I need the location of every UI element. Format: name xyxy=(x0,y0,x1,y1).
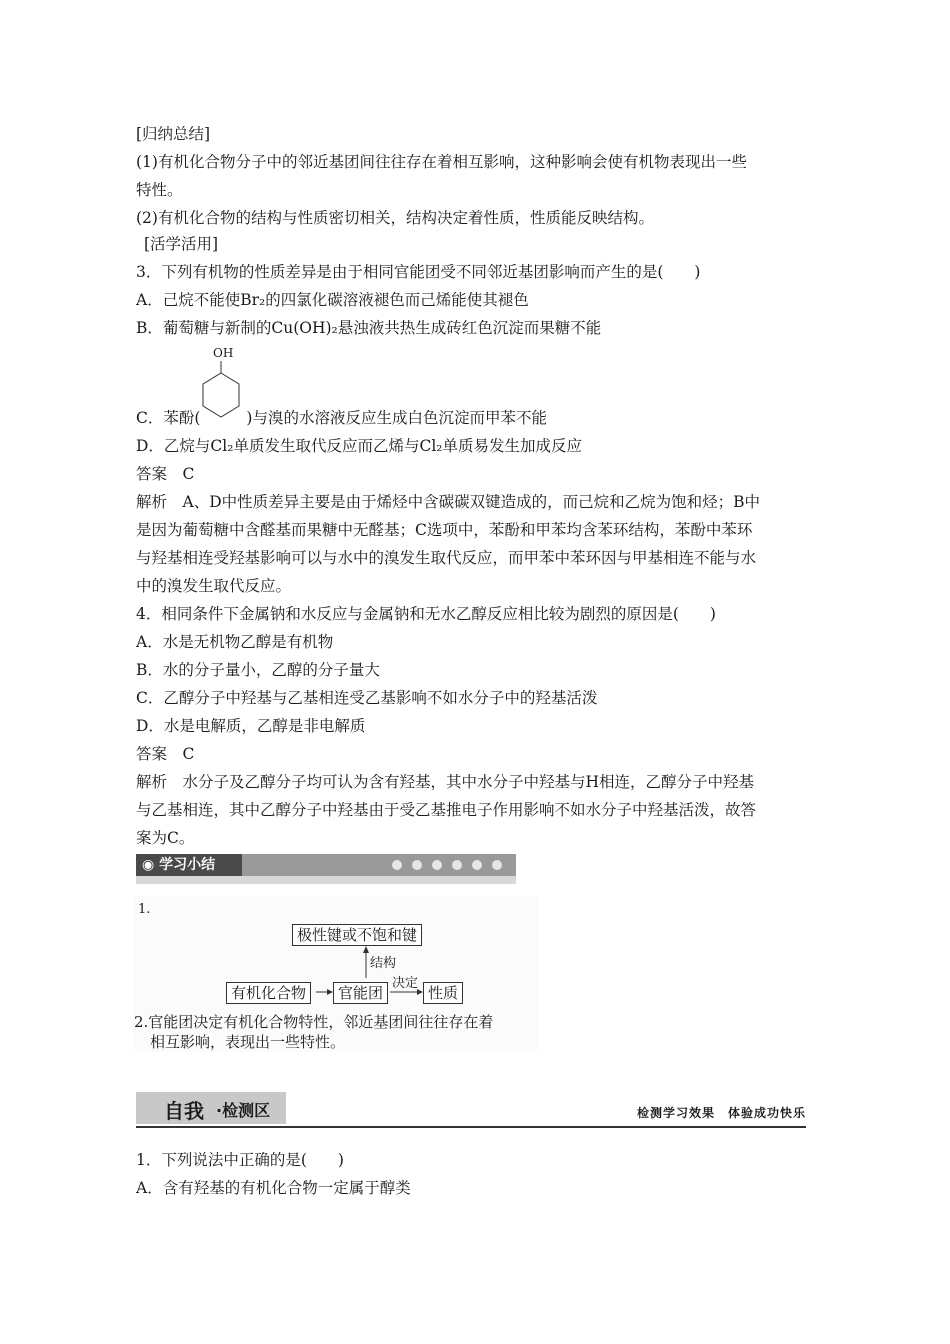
apply-heading: [活学活用] xyxy=(144,235,219,253)
self-check-tagline: 检测学习效果 体验成功快乐 xyxy=(636,1106,806,1120)
q4-answer: 答案 C xyxy=(136,745,195,763)
q3-stem: 3．下列有机物的性质差异是由于相同官能团受不同邻近基团影响而产生的是( ) xyxy=(136,263,701,281)
diagram-decides-label: 决定 xyxy=(392,976,419,991)
summary-point-2: (2)有机化合物的结构与性质密切相关，结构决定着性质，性质能反映结构。 xyxy=(136,209,654,227)
hydroxyl-label: OH xyxy=(213,346,234,360)
summary-point-1: (1)有机化合物分子中的邻近基团间往往存在着相互影响，这种影响会使有机物表现出一些 xyxy=(136,153,747,171)
q3-option-c xyxy=(136,408,547,428)
banner-dot-icon xyxy=(492,860,502,870)
q3-option-c-prefix: C．苯酚( xyxy=(136,409,201,427)
q3-analysis-line-2: 是因为葡萄糖中含醛基而果糖中无醛基；C选项中，苯酚和甲苯均含苯环结构，苯酚中苯环 xyxy=(136,521,753,539)
q3-option-d: D．乙烷与Cl₂单质发生取代反应而乙烯与Cl₂单质易发生加成反应 xyxy=(136,437,582,455)
diagram-item-2-cont: 相互影响，表现出一些特性。 xyxy=(150,1033,346,1051)
diagram-item-2: 2.官能团决定有机化合物特性，邻近基团间往往存在着 xyxy=(134,1013,494,1031)
q1-stem: 1．下列说法中正确的是( ) xyxy=(136,1151,344,1169)
banner-dot-icon xyxy=(392,860,402,870)
q4-analysis-line-2: 与乙基相连，其中乙醇分子中羟基由于受乙基推电子作用影响不如水分子中羟基活泼，故答 xyxy=(136,801,757,819)
summary-diagram xyxy=(134,896,538,1052)
self-check-header xyxy=(136,1092,806,1128)
diagram-organic-compound-box: 有机化合物 xyxy=(226,982,311,1004)
q3-analysis-line-3: 与羟基相连受羟基影响可以与水中的溴发生取代反应，而甲苯中苯环因与甲基相连不能与水 xyxy=(136,549,757,567)
q3-option-b: B．葡萄糖与新制的Cu(OH)₂悬浊液共热生成砖红色沉淀而果糖不能 xyxy=(136,319,602,337)
banner-dot-icon xyxy=(452,860,462,870)
banner-dot-icon xyxy=(472,860,482,870)
q1-option-a: A．含有羟基的有机化合物一定属于醇类 xyxy=(136,1179,411,1197)
q4-option-a: A．水是无机物乙醇是有机物 xyxy=(136,633,334,651)
q4-analysis-line-1: 解析 水分子及乙醇分子均可认为含有羟基，其中水分子中羟基与H相连，乙醇分子中羟基 xyxy=(136,773,755,791)
q3-analysis-line-1: 解析 A、D中性质差异主要是由于烯烃中含碳碳双键造成的，而己烷和乙烷为饱和烃；B中 xyxy=(136,493,761,511)
q3-option-a: A．己烷不能使Br₂的四氯化碳溶液褪色而己烯能使其褪色 xyxy=(136,291,529,309)
self-check-title: 自我 xyxy=(164,1099,204,1123)
q3-option-c-suffix: )与溴的水溶液反应生成白色沉淀而甲苯不能 xyxy=(246,409,547,427)
diagram-functional-group-box: 官能团 xyxy=(333,982,388,1004)
section-banner-label: ◉ 学习小结 xyxy=(136,854,242,876)
summary-point-1-cont: 特性。 xyxy=(136,181,183,199)
diagram-bond-box: 极性键或不饱和键 xyxy=(292,924,422,946)
banner-dot-icon xyxy=(412,860,422,870)
self-check-subtitle: ·检测区 xyxy=(216,1101,271,1120)
q3-answer: 答案 C xyxy=(136,465,195,483)
q4-option-d: D．水是电解质，乙醇是非电解质 xyxy=(136,717,366,735)
q4-option-c: C．乙醇分子中羟基与乙基相连受乙基影响不如水分子中的羟基活泼 xyxy=(136,689,598,707)
q3-analysis-line-4: 中的溴发生取代反应。 xyxy=(136,577,292,595)
q4-analysis-line-3: 案为C。 xyxy=(136,829,195,847)
q4-option-b: B．水的分子量小，乙醇的分子量大 xyxy=(136,661,380,679)
summary-heading: [归纳总结] xyxy=(136,125,211,143)
q4-stem: 4．相同条件下金属钠和水反应与金属钠和无水乙醇反应相比较为剧烈的原因是( ) xyxy=(136,605,716,623)
diagram-item-1: 1. xyxy=(138,902,151,917)
diagram-property-box: 性质 xyxy=(423,982,463,1004)
diagram-structure-label: 结构 xyxy=(370,956,397,971)
banner-dot-icon xyxy=(432,860,442,870)
section-banner xyxy=(136,854,516,884)
